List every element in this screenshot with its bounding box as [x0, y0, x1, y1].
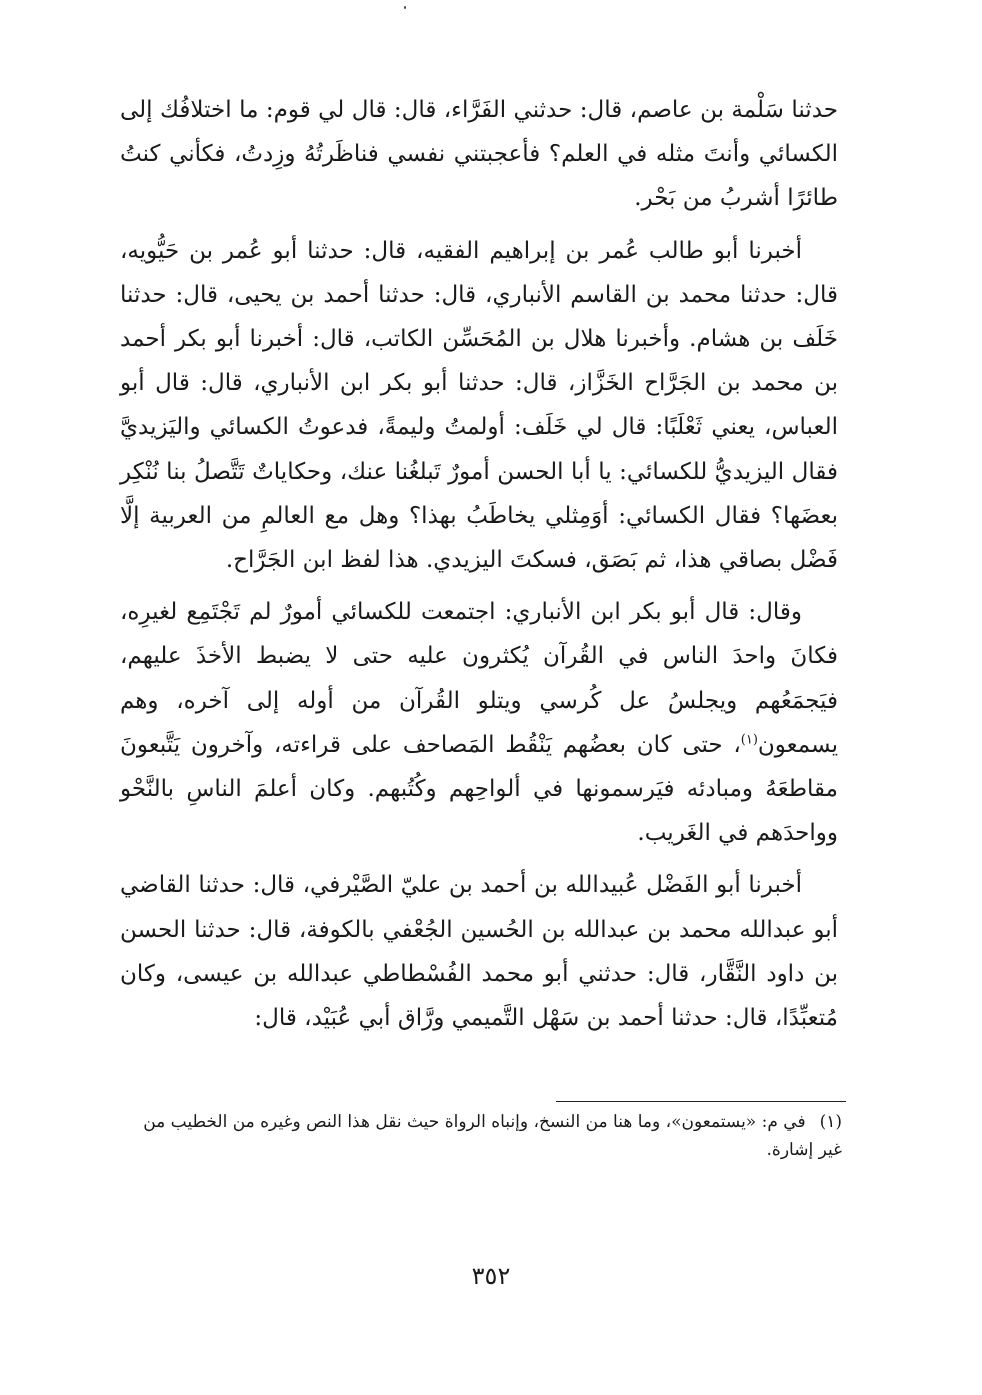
paragraph: أخبرنا أبو طالب عُمر بن إبراهيم الفقيه، قال: حدثنا أبو عُمر بن حَيُّويه، قال: حدثنا محمد بن القاسم الأنباري، قال: حدثنا أحمد بن يحيى، قال: حدثنا خَلَف بن هشام. وأخبرنا هلال بن المُحَسِّن الكاتب، قال: أخبرنا أبو بكر أحمد بن محمد بن الجَرَّاح الخَزَّاز، قال: حدثنا أبو بكر ابن الأنباري، قال: قال أبو العباس، يعني ثَعْلَبًا: قال لي خَلَف: أولمتُ وليمةً، فدعوتُ الكسائي واليَزيديَّ فقال اليزيديُّ للكسائي: يا أبا الحسن أمورٌ تَبلغُنا عنك، وحكاياتٌ تَتَّصلُ بنا نُنْكِر بعضَها؟ فقال الكسائي: أوَمِثلي يخاطَبُ بهذا؟ وهل مع العالمِ من العربية إلَّا فَضْل بصاقي هذا، ثم بَصَق، فسكتَ اليزيدي. هذا لفظ ابن الجَرَّاح.	[120, 237, 838, 574]
page-number: ٣٥٢	[471, 1262, 511, 1290]
footnote	[120, 1108, 842, 1164]
footnote-number: (١)	[819, 1112, 842, 1132]
footnote-separator	[556, 1101, 846, 1102]
paragraph-text: وقال: قال أبو بكر ابن الأنباري: اجتمعت للكسائي أمورٌ لم تَجْتَمِع لغيرِه، فكانَ واحدَ الناس في القُرآن يُكثرون عليه حتى لا يضبط الأخذَ عليهم، فيَجمَعُهم ويجلسُ عل كُرسي ويتلو القُرآن من أوله إلى آخره، وهم يسمعون	[120, 599, 838, 758]
paragraph-text: ، حتى كان بعضُهم يَنْقُط المَصاحف على قراءته، وآخرون يَتَّبعونَ مقاطعَهُ ومبادئه فيَرسمونها في ألواحِهم وكُتُبهم. وكان أعلمَ الناسِ بالنَّحْو وواحدَهم في الغَريب.	[120, 731, 838, 847]
footnote-reference: (١)	[740, 732, 758, 748]
footnote-text: في م: «يستمعون»، وما هنا من النسخ، وإنباه الرواة حيث نقل هذا النص وغيره من الخطيب من غير إشارة.	[143, 1112, 842, 1160]
paragraph: أخبرنا أبو الفَضْل عُبيدالله بن أحمد بن عليّ الصَّيْرفي، قال: حدثنا القاضي أبو عبدالله محمد بن عبدالله بن الحُسين الجُعْفي بالكوفة، قال: حدثنا الحسن بن داود النَّقَّار، قال: حدثني أبو محمد الفُسْطاطي عبدالله بن عيسى، وكان مُتعبِّدًا، قال: حدثنا أحمد بن سَهْل التَّميمي ورَّاق أبي عُبَيْد، قال:	[120, 872, 838, 1032]
scan-speck	[404, 6, 406, 9]
main-text	[120, 88, 838, 1040]
paragraph: حدثنا سَلْمة بن عاصم، قال: حدثني الفَرَّاء، قال: قال لي قوم: ما اختلافُك إلى الكسائي وأنتَ مثله في العلم؟ فأعجبتني نفسي فناظَرتُهُ وزِدتُ، فكأني كنتُ طائرًا أشربُ من بَحْر.	[120, 97, 838, 212]
paragraph	[120, 590, 838, 855]
